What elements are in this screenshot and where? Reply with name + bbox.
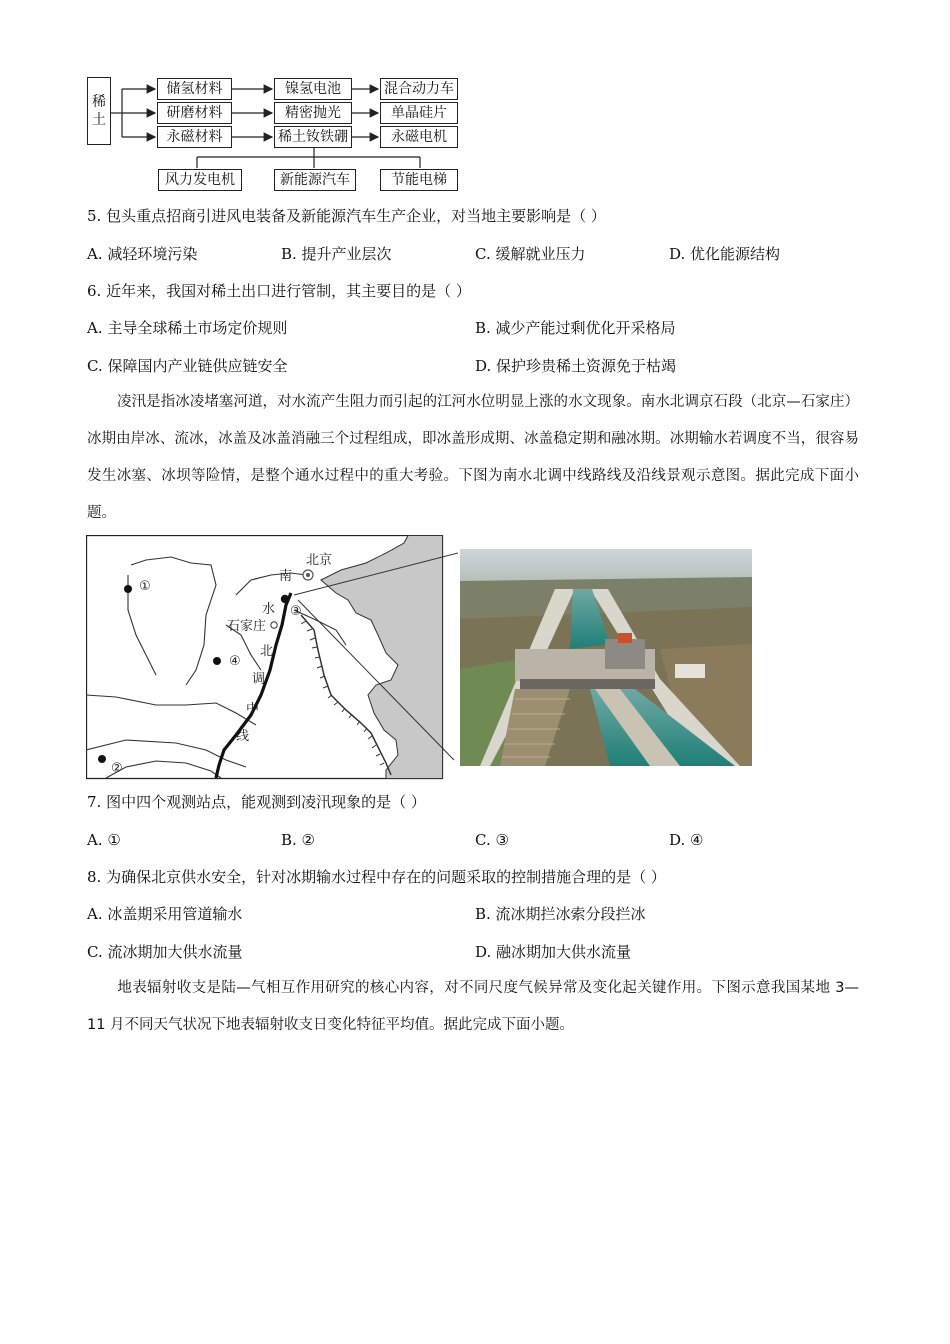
q6-option-d[interactable]: D. 保护珍贵稀土资源免于枯竭 bbox=[475, 357, 677, 375]
south-north-water-map bbox=[86, 535, 458, 781]
station-2-marker bbox=[98, 755, 106, 763]
gate-house bbox=[605, 639, 645, 669]
q5-option-a[interactable]: A. 减轻环境污染 bbox=[87, 245, 198, 263]
photo-sky bbox=[460, 549, 752, 581]
station-1-label: ① bbox=[139, 579, 151, 594]
q7-option-c[interactable]: C. ③ bbox=[475, 831, 509, 849]
route-label-char: 线 bbox=[236, 729, 250, 744]
product-box: 单晶硅片 bbox=[380, 102, 458, 124]
root-char: 稀 bbox=[92, 94, 106, 110]
application-box: 风力发电机 bbox=[158, 169, 242, 191]
station-2-label: ② bbox=[111, 761, 123, 776]
station-1-marker bbox=[124, 585, 132, 593]
q8-option-d[interactable]: D. 融冰期加大供水流量 bbox=[475, 943, 632, 961]
gate-base bbox=[520, 679, 655, 689]
passage-radiation bbox=[87, 970, 859, 1044]
route-label-char: 南 bbox=[279, 569, 293, 584]
root-char: 土 bbox=[92, 112, 106, 128]
question-8-stem: 8. 为确保北京供水安全，针对冰期输水过程中存在的问题采取的控制措施合理的是（ ） bbox=[87, 868, 666, 886]
q5-option-d[interactable]: D. 优化能源结构 bbox=[669, 245, 781, 263]
question-7-stem: 7. 图中四个观测站点，能观测到凌汛现象的是（ ） bbox=[87, 793, 426, 811]
shijiazhuang-marker bbox=[271, 622, 277, 628]
intermediate-box: 稀土钕铁硼 bbox=[274, 126, 352, 148]
question-6-stem: 6. 近年来，我国对稀土出口进行管制，其主要目的是（ ） bbox=[87, 282, 471, 300]
route-label-char: 北 bbox=[260, 644, 274, 659]
route-label-char: 水 bbox=[262, 602, 276, 617]
station-3-label: ③ bbox=[290, 604, 302, 619]
intermediate-box: 精密抛光 bbox=[274, 102, 352, 124]
q8-option-c[interactable]: C. 流冰期加大供水流量 bbox=[87, 943, 243, 961]
beijing-marker-dot bbox=[306, 573, 310, 577]
root-box bbox=[87, 77, 111, 145]
product-box: 永磁电机 bbox=[380, 126, 458, 148]
shijiazhuang-label: 石家庄 bbox=[227, 619, 267, 634]
material-box: 储氢材料 bbox=[157, 78, 232, 100]
intermediate-box: 镍氢电池 bbox=[274, 78, 352, 100]
q8-option-b[interactable]: B. 流冰期拦冰索分段拦冰 bbox=[475, 905, 646, 923]
q5-option-b[interactable]: B. 提升产业层次 bbox=[281, 245, 392, 263]
q7-option-a[interactable]: A. ① bbox=[87, 831, 121, 849]
q5-option-c[interactable]: C. 缓解就业压力 bbox=[475, 245, 586, 263]
canal-aerial-photo bbox=[460, 549, 752, 766]
q6-option-b[interactable]: B. 减少产能过剩优化开采格局 bbox=[475, 319, 676, 337]
question-5-stem: 5. 包头重点招商引进风电装备及新能源汽车生产企业，对当地主要影响是（ ） bbox=[87, 207, 606, 225]
passage-ice-flood bbox=[87, 384, 859, 532]
q8-option-a[interactable]: A. 冰盖期采用管道输水 bbox=[87, 905, 243, 923]
q7-option-b[interactable]: B. ② bbox=[281, 831, 316, 849]
beijing-label: 北京 bbox=[306, 553, 333, 568]
q6-option-c[interactable]: C. 保障国内产业链供应链安全 bbox=[87, 357, 288, 375]
material-box: 永磁材料 bbox=[157, 126, 232, 148]
route-label-char: 调 bbox=[252, 672, 266, 687]
passage-radiation-text: 地表辐射收支是陆—气相互作用研究的核心内容，对不同尺度气候异常及变化起关键作用。下图示意我国某地 3—11 月不同天气状况下地表辐射收支日变化特征平均值。据此完成下面小题。 bbox=[87, 980, 859, 1033]
application-box: 新能源汽车 bbox=[274, 169, 356, 191]
building bbox=[675, 664, 705, 678]
route-label-char: 中 bbox=[246, 702, 260, 717]
station-4-label: ④ bbox=[229, 654, 241, 669]
passage-ice-flood-text: 凌汛是指冰凌堵塞河道，对水流产生阻力而引起的江河水位明显上涨的水文现象。南水北调京石段（北京—石家庄）冰期由岸冰、流冰，冰盖及冰盖消融三个过程组成，即冰盖形成期、冰盖稳定期和融冰期。冰期输水若调度不当，很容易发生冰塞、冰坝等险情，是整个通水过程中的重大考验。下图为南水北调中线路线及沿线景观示意图。据此完成下面小题。 bbox=[87, 394, 859, 521]
station-4-marker bbox=[213, 657, 221, 665]
material-box: 研磨材料 bbox=[157, 102, 232, 124]
gate-crane bbox=[618, 633, 632, 643]
application-box: 节能电梯 bbox=[380, 169, 458, 191]
station-3-marker bbox=[281, 595, 289, 603]
product-box: 混合动力车 bbox=[380, 78, 458, 100]
q6-option-a[interactable]: A. 主导全球稀土市场定价规则 bbox=[87, 319, 288, 337]
q7-option-d[interactable]: D. ④ bbox=[669, 831, 704, 849]
